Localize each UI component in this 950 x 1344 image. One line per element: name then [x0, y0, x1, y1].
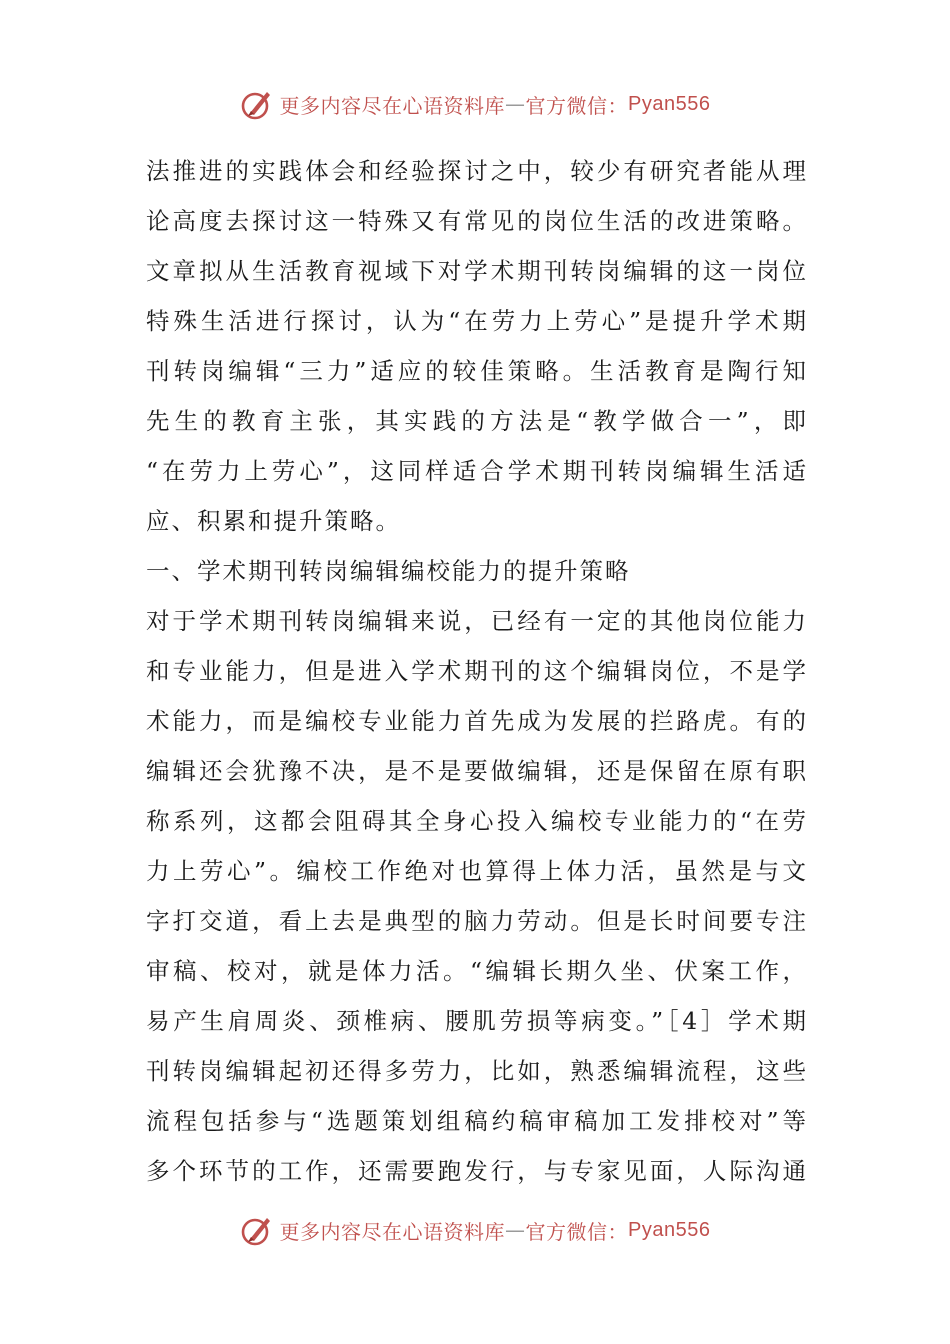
header-account-id: Pyan556	[628, 92, 711, 115]
footer-banner	[0, 1210, 950, 1250]
text-line: 一、学术期刊转岗编辑编校能力的提升策略	[146, 557, 631, 585]
quill-logo-icon	[240, 87, 274, 121]
text-line: 编辑还会犹豫不决，是不是要做编辑，还是保留在原有职	[146, 757, 806, 785]
text-line: 刊转岗编辑“三力”适应的较佳策略。生活教育是陶行知	[146, 357, 806, 385]
text-line: 术能力，而是编校专业能力首先成为发展的拦路虎。有的	[146, 707, 806, 735]
document-body	[146, 146, 806, 1196]
quill-logo-icon	[240, 1213, 274, 1247]
text-line: 流程包括参与“选题策划组稿约稿审稿加工发排校对”等	[146, 1107, 806, 1135]
text-line: 应、积累和提升策略。	[146, 507, 401, 535]
footer-account-id: Pyan556	[628, 1218, 711, 1241]
header-slogan: 更多内容尽在心语资料库	[279, 93, 506, 118]
text-line: 先生的教育主张，其实践的方法是“教学做合一”，即	[146, 407, 806, 435]
footer-account-label: 官方微信：	[525, 1219, 629, 1244]
text-line: 对于学术期刊转岗编辑来说，已经有一定的其他岗位能力	[146, 607, 806, 635]
header-separator: —	[505, 92, 526, 116]
text-line: “在劳力上劳心”，这同样适合学术期刊转岗编辑生活适	[146, 457, 806, 485]
text-line: 文章拟从生活教育视域下对学术期刊转岗编辑的这一岗位	[146, 257, 806, 285]
text-line: 力上劳心”。编校工作绝对也算得上体力活，虽然是与文	[146, 857, 806, 885]
text-line: 称系列，这都会阻碍其全身心投入编校专业能力的“在劳	[146, 807, 806, 835]
text-line: 法推进的实践体会和经验探讨之中，较少有研究者能从理	[146, 157, 806, 185]
footer-separator: —	[505, 1218, 526, 1242]
text-line: 审稿、校对，就是体力活。“编辑长期久坐、伏案工作，	[146, 957, 806, 985]
header-account-label: 官方微信：	[525, 93, 629, 118]
text-line: 刊转岗编辑起初还得多劳力，比如，熟悉编辑流程，这些	[146, 1057, 806, 1085]
text-line: 多个环节的工作，还需要跑发行，与专家见面，人际沟通	[146, 1157, 806, 1185]
header-banner	[0, 84, 950, 124]
text-line: 特殊生活进行探讨，认为“在劳力上劳心”是提升学术期	[146, 307, 806, 335]
footer-slogan: 更多内容尽在心语资料库	[279, 1219, 506, 1244]
text-line: 字打交道，看上去是典型的脑力劳动。但是长时间要专注	[146, 907, 806, 935]
text-line: 论高度去探讨这一特殊又有常见的岗位生活的改进策略。	[146, 207, 806, 235]
text-line: 易产生肩周炎、颈椎病、腰肌劳损等病变。”［4］学术期	[146, 1007, 806, 1035]
text-line: 和专业能力，但是进入学术期刊的这个编辑岗位，不是学	[146, 657, 806, 685]
